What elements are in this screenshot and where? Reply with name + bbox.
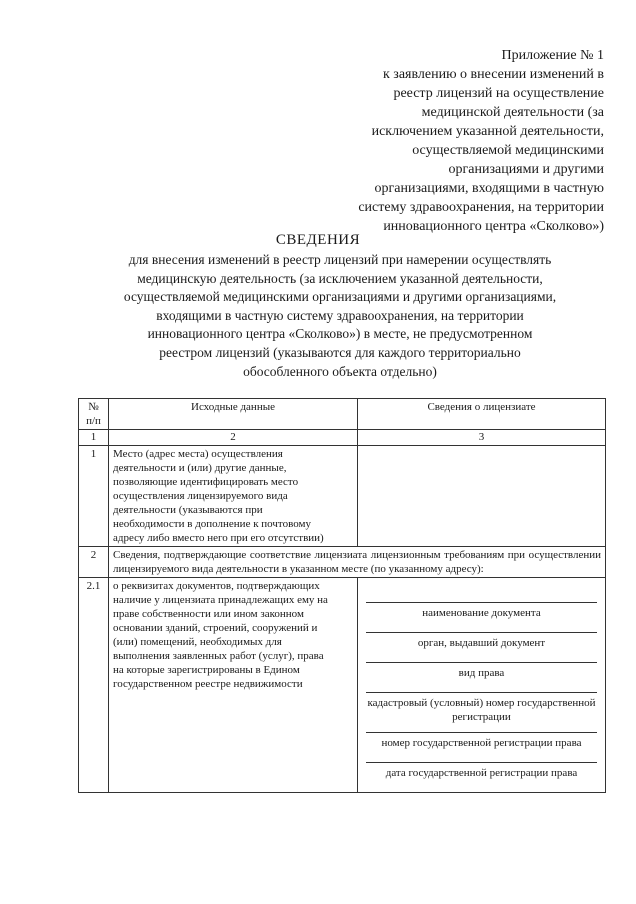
place-description-cell [109,446,358,547]
subtitle-line: осуществляемой медицинскими организациями и другими организациями, [123,289,557,305]
licensee-info-table [78,398,606,793]
appendix-line: Приложение № 1 [501,48,604,63]
cell-line: адресу либо вместо него при его отсутствии) [113,532,324,544]
cell-line: позволяющие идентифицировать место [113,476,299,488]
header-licensee: Сведения о лицензиате [358,399,606,430]
cell-line: деятельности и (или) другие данные, [113,462,287,474]
row-number: 2.1 [79,578,109,793]
appendix-line: осуществляемой медицинскими [412,143,604,158]
column-number: 2 [109,430,358,446]
subtitle-line: инновационного центра «Сколково») в месте, не предусмотренном [147,326,533,342]
cadastral-number-field[interactable]: кадастровый (условный) номер государственной регистрации [366,692,597,724]
issuing-authority-field[interactable]: орган, выдавший документ [366,632,597,654]
cell-line: на которые зарегистрированы в Едином [113,664,300,676]
document-title: СВЕДЕНИЯ [275,232,361,248]
column-number: 3 [358,430,606,446]
documents-description-cell [109,578,358,793]
cell-line: деятельности (указываются при [113,504,263,516]
appendix-line: систему здравоохранения, на территории [358,200,604,215]
document-fields-cell [358,578,606,793]
row-number: 2 [79,547,109,578]
right-type-field[interactable]: вид права [366,662,597,684]
cell-line: осуществления лицензируемого вида [113,490,288,502]
appendix-line: к заявлению о внесении изменений в [383,67,604,82]
cell-line: о реквизитах документов, подтверждающих [113,580,320,592]
appendix-line: организациями, входящими в частную [374,181,604,196]
requirements-text-cell: Сведения, подтверждающие соответствие лицензиата лицензионным требованиям при осуществлении лицензируемого вида деятельности в указанном месте (по указанному адресу): [109,547,606,578]
table-row [79,547,606,578]
column-numbers-row [79,430,606,446]
subtitle-line: обособленного объекта отдельно) [243,363,437,379]
subtitle-line: медицинскую деятельность (за исключением указанной деятельности, [137,270,543,286]
document-name-field[interactable]: наименование документа [366,602,597,624]
column-number: 1 [79,430,109,446]
place-value-cell[interactable] [358,446,606,547]
cell-line: (или) помещений, необходимых для [113,636,282,648]
cell-line: государственном реестре недвижимости [113,678,303,690]
cell-line: праве собственности или ином законном [113,608,304,620]
table-row [79,578,606,793]
appendix-line: инновационного центра «Сколково») [383,219,604,234]
row-number: 1 [79,446,109,547]
appendix-line: организациями и другими [448,162,604,177]
appendix-line: реестр лицензий на осуществление [393,86,604,101]
subtitle-line: для внесения изменений в реестр лицензий при намерении осуществлять [128,252,552,267]
cell-line: Место (адрес места) осуществления [113,448,283,460]
cell-line: наличие у лицензиата принадлежащих ему на [113,594,328,606]
cell-line: необходимости в дополнение к почтовому [113,518,311,530]
subtitle-line: входящими в частную систему здравоохранения, на территории [156,307,524,323]
cell-line: выполнения заявленных работ (услуг), права [113,650,324,662]
registration-date-field[interactable]: дата государственной регистрации права [366,762,597,784]
registration-number-field[interactable]: номер государственной регистрации права [366,732,597,754]
table-header-row [79,399,606,430]
document-subtitle [90,251,590,381]
appendix-header [304,46,604,236]
cell-line: основании зданий, строений, сооружений и [113,622,318,634]
header-num: № п/п [79,399,109,430]
table-row [79,446,606,547]
header-source: Исходные данные [109,399,358,430]
appendix-line: медицинской деятельности (за [421,105,604,120]
subtitle-line: реестром лицензий (указываются для каждого территориально [159,344,521,360]
appendix-line: исключением указанной деятельности, [371,124,604,139]
